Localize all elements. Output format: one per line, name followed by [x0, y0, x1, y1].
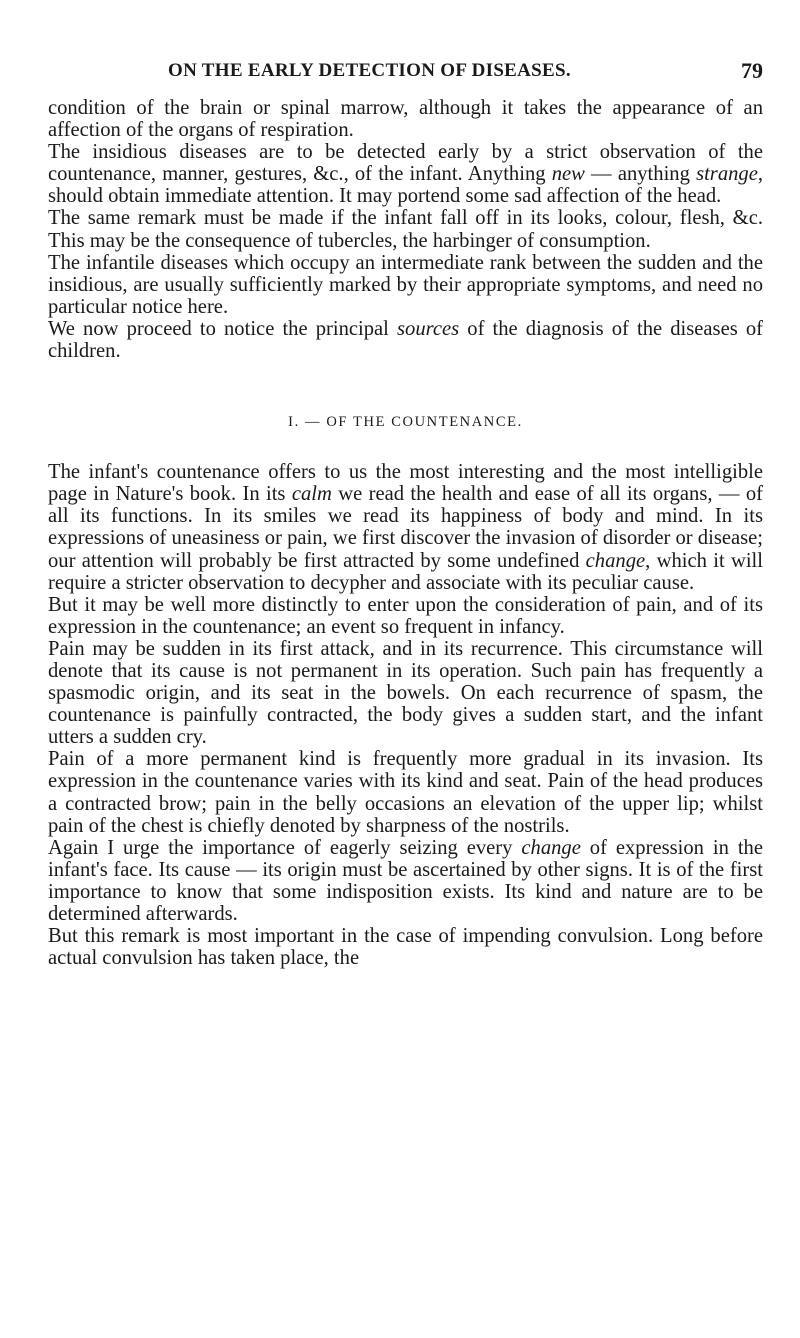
paragraph: Again I urge the importance of eagerly seizing every change of expression in the infant's face. Its cause — its origin must be ascertained by other signs. It is of the first importance to know that some indisposition exists. Its kind and nature are to be determined afterwards. — [48, 836, 763, 925]
emphasis: sources — [397, 317, 460, 340]
emphasis: new — [551, 163, 585, 186]
paragraph: But this remark is most important in the case of impending convulsion. Long before actual convulsion has taken place, the — [48, 925, 763, 970]
paragraph: condition of the brain or spinal marrow, although it takes the appearance of an affection of the organs of respiration. — [48, 97, 763, 142]
paragraph: The infantile diseases which occupy an intermediate rank between the sudden and the insidious, are usually sufficiently marked by their appropriate symptoms, and need no particular notice here. — [48, 251, 763, 318]
paragraph: The insidious diseases are to be detected early by a strict observation of the countenance, manner, gestures, &c., of the infant. Anything new — anything strange, should obtain immediate attention. It may portend some sad affection of the head. — [48, 141, 763, 208]
paragraph: Pain may be sudden in its first attack, and in its recurrence. This circumstance will denote that its cause is not permanent in its operation. Such pain has frequently a spasmodic origin, and its seat in the bowels. On each recurrence of spasm, the countenance is painfully contracted, the body gives a sudden start, and the infant utters a sudden cry. — [48, 637, 763, 749]
emphasis: calm — [291, 483, 332, 506]
paragraph: But it may be well more distinctly to enter upon the consideration of pain, and of its expression in the countenance; an event so frequent in infancy. — [48, 593, 763, 638]
paragraph: We now proceed to notice the principal sources of the diagnosis of the diseases of children. — [48, 317, 763, 363]
page-number: 79 — [741, 58, 763, 83]
emphasis: change — [585, 549, 646, 572]
paragraph: Pain of a more permanent kind is frequently more gradual in its invasion. Its expression in the countenance varies with its kind and seat. Pain of the head produces a contracted brow; pain in the belly occasions an elevation of the upper lip; whilst pain of the chest is chiefly denoted by sharpness of the nostrils. — [48, 748, 763, 837]
page-body — [48, 97, 763, 969]
running-head — [48, 60, 763, 84]
emphasis: strange — [696, 163, 758, 186]
section-heading: I. — OF THE COUNTENANCE. — [288, 414, 523, 431]
paragraph: The infant's countenance offers to us the most interesting and the most intelligible page in Nature's book. In its calm we read the health and ease of all its organs, — of all its functions. In its smiles we read its happiness of body and mind. In its expressions of uneasiness or pain, we first discover the invasion of disorder or disease; our attention will probably be first attracted by some undefined change, which it will require a stricter observation to decypher and associate with its peculiar cause. — [48, 461, 764, 594]
running-title: ON THE EARLY DETECTION OF DISEASES. — [168, 60, 571, 81]
emphasis: change — [521, 836, 581, 859]
paragraph: The same remark must be made if the infant fall off in its looks, colour, flesh, &c. This may be the consequence of tubercles, the harbinger of consumption. — [48, 207, 763, 252]
